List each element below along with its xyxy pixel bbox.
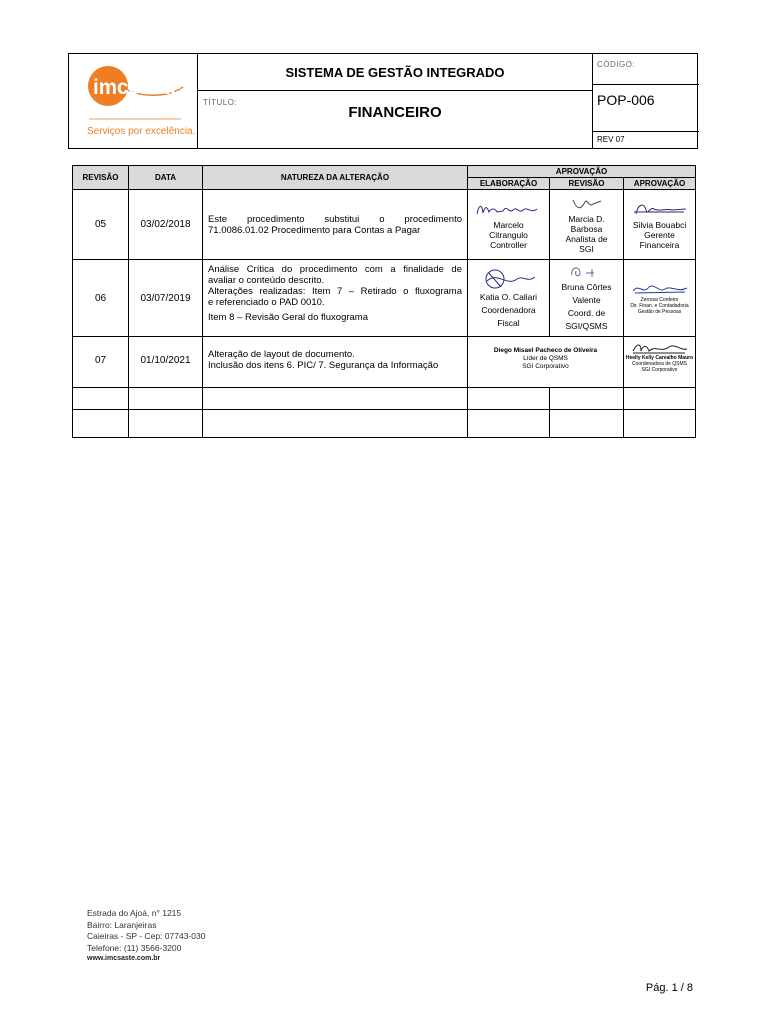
row-nature: Análise Crítica do procedimento com a finalidade de avaliar o conteúdo descrito. Alterações realizadas: Item 7 – Retirado o fluxograma e referenciado o PAD 0010. Item 8 – Revisão Geral do fluxograma (203, 260, 468, 337)
revision-history-table (72, 165, 696, 438)
code-column (592, 54, 699, 148)
row-revision: 06 (73, 260, 129, 337)
row-revision: 05 (73, 190, 129, 260)
row-date: 03/02/2018 (129, 190, 203, 260)
row-date: 03/07/2019 (129, 260, 203, 337)
review-cell: Marcia D. Barbosa Analista de SGI (550, 190, 624, 260)
logo-tagline: Serviços por excelência. (87, 126, 196, 137)
revision-number: REV 07 (597, 135, 625, 144)
elaboration-cell: Katia O. Caliari Coordenadora Fiscal (468, 260, 550, 337)
table-row-empty (73, 388, 696, 410)
company-website: www.imcsaste.com.br (87, 955, 161, 962)
approval-cell: Heelly Kelly Carvalho Mauro Coordenadora de QSMS SGI Corporativo (624, 337, 696, 388)
header-revisao: REVISÃO (73, 166, 129, 190)
title-label: TÍTULO: (203, 98, 238, 107)
signature-icon (477, 267, 541, 291)
signature-icon (629, 281, 691, 297)
signature-icon (473, 200, 545, 220)
table-row (73, 337, 696, 388)
signature-icon (567, 196, 607, 214)
elaboration-review-cell: Diego Misael Pacheco de Oliveira Líder de QSMS SGI Corporativo (468, 337, 624, 388)
signature-icon (629, 341, 691, 355)
system-title: SISTEMA DE GESTÃO INTEGRADO (198, 54, 592, 91)
table-row (73, 260, 696, 337)
table-row (73, 190, 696, 260)
header-revisao-sub: REVISÃO (550, 178, 624, 190)
row-date: 01/10/2021 (129, 337, 203, 388)
signature-icon (564, 263, 610, 281)
row-nature: Este procedimento substitui o procedimento 71.0086.01.02 Procedimento para Contas a Pagar (203, 190, 468, 260)
header-elaboracao: ELABORAÇÃO (468, 178, 550, 190)
header-natureza: NATUREZA DA ALTERAÇÃO (203, 166, 468, 190)
elaboration-cell: Marcelo Citrangulo Controller (468, 190, 550, 260)
header-data: DATA (129, 166, 203, 190)
approval-cell: Silvia Bouabci Gerente Financeira (624, 190, 696, 260)
row-nature: Alteração de layout de documento. Inclusão dos itens 6. PIC/ 7. Segurança da Informação (203, 337, 468, 388)
logo-text: imcsaste (93, 76, 181, 99)
document-title: FINANCEIRO (348, 104, 442, 121)
imc-saste-logo-mark (69, 54, 197, 148)
company-logo (69, 54, 198, 148)
code-label: CÓDIGO: (597, 60, 636, 69)
page-number: Pág. 1 / 8 (645, 982, 693, 994)
header-aprovacao: APROVAÇÃO (624, 178, 696, 190)
review-cell: Bruna Côrtes Valente Coord. de SGI/QSMS (550, 260, 624, 337)
header-aprovacao-group: APROVAÇÃO (468, 166, 696, 178)
document-header (68, 53, 698, 149)
company-address: Estrada do Ajoá, n° 1215 Bairro: Laranjeiras Caieiras - SP - Cep: 07743-030 Telefone: (11) 3566-3200 (87, 908, 206, 953)
approval-cell: Zerrosa Cordeiro Dir. Finan. e Contadadoria Gestão de Pessoas (624, 260, 696, 337)
row-revision: 07 (73, 337, 129, 388)
table-row-empty (73, 410, 696, 438)
signature-icon (630, 200, 690, 220)
document-code: POP-006 (597, 92, 655, 108)
